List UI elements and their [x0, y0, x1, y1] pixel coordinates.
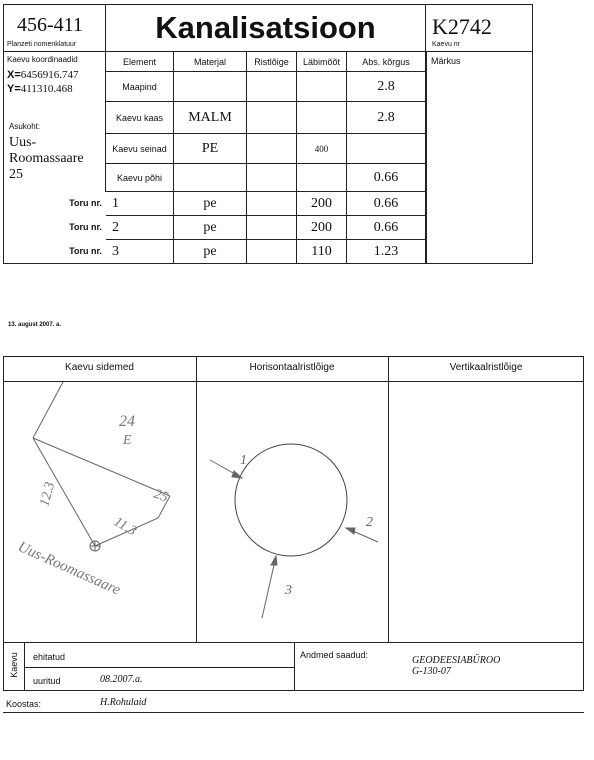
footer-side-label: Kaevu — [9, 652, 19, 678]
pipe-2-section — [247, 216, 297, 240]
pipe-1-section — [247, 192, 297, 216]
note-e: E — [123, 433, 132, 448]
well-number-value: K2742 — [432, 14, 492, 39]
measured-value: 08.2007.a. — [100, 674, 143, 685]
nomenclature-cell — [3, 4, 106, 52]
well-number-label: Kaevu nr — [432, 41, 461, 48]
pipe-3-section — [247, 240, 297, 264]
data-source-label: Andmed saadud: — [300, 650, 369, 660]
footer-row-divider — [24, 667, 294, 668]
row-2-element: Kaevu kaas — [106, 102, 174, 134]
col-header-material: Materjal — [174, 52, 247, 72]
well-circle — [235, 444, 347, 556]
pipe-1-number: 1 — [106, 192, 174, 216]
row-2-material: MALM — [174, 102, 247, 134]
pipe-3-number: 3 — [285, 583, 292, 598]
row-2-height: 2.8 — [347, 102, 426, 134]
pipe-1-label: Toru nr. — [69, 198, 102, 208]
date-note: 13. august 2007. a. — [8, 322, 62, 328]
remarks-column — [426, 52, 533, 264]
coordinates-block — [3, 52, 106, 192]
location-line-3: 25 — [9, 167, 23, 182]
row-1-element: Maapind — [106, 72, 174, 102]
pipe-3-material: pe — [174, 240, 247, 264]
row-1-section — [247, 72, 297, 102]
pipe-2-number: 2 — [366, 515, 373, 530]
measured-label: uuritud — [33, 676, 61, 686]
horizontal-section-sketch — [196, 382, 388, 642]
col-header-diameter: Läbimõõt — [297, 52, 347, 72]
note-24: 24 — [119, 413, 135, 430]
compiler-label: Koostas: — [6, 699, 42, 709]
pipe-2-height: 0.66 — [347, 216, 426, 240]
row-3-material: PE — [174, 134, 247, 164]
compiler-value: H.Rohulaid — [100, 697, 147, 708]
page-title: Kanalisatsioon — [106, 4, 426, 52]
pipe-2-number: 2 — [106, 216, 174, 240]
row-4-element: Kaevu põhi — [106, 164, 174, 192]
pipe-3-diameter: 110 — [297, 240, 347, 264]
col-header-remarks: Märkus — [431, 56, 461, 66]
footer-mid-divider — [294, 643, 295, 691]
note-25: 25 — [151, 486, 170, 506]
col-header-section: Ristlõige — [247, 52, 297, 72]
col-header-height: Abs. kõrgus — [347, 52, 426, 72]
pipe-3-label: Toru nr. — [69, 246, 102, 256]
x-label: X= — [7, 69, 21, 81]
x-coordinate — [7, 69, 79, 81]
row-4-section — [247, 164, 297, 192]
pipe-3-height: 1.23 — [347, 240, 426, 264]
location-handwritten: Uus-Roomassaare — [15, 539, 123, 599]
pipe-2-diameter: 200 — [297, 216, 347, 240]
compiler-row-line — [3, 712, 584, 713]
pipe-1-diameter: 200 — [297, 192, 347, 216]
location-line-1: Uus- — [9, 135, 37, 150]
col-header-element: Element — [106, 52, 174, 72]
sketch-line-top — [33, 382, 63, 438]
pipe-1-number: 1 — [240, 453, 247, 468]
pipe-1-material: pe — [174, 192, 247, 216]
pipe-2-label: Toru nr. — [69, 222, 102, 232]
row-3-section — [247, 134, 297, 164]
location-line-2: Roomassaare — [9, 151, 84, 166]
row-4-material — [174, 164, 247, 192]
row-4-diameter — [297, 164, 347, 192]
y-value: 411310.468 — [20, 83, 73, 95]
pipe-1-height: 0.66 — [347, 192, 426, 216]
well-number-cell — [426, 4, 533, 52]
row-1-diameter — [297, 72, 347, 102]
sketch-line-right — [95, 496, 170, 546]
row-2-section — [247, 102, 297, 134]
row-3-element: Kaevu seinad — [106, 134, 174, 164]
data-source-line-2: G-130-07 — [412, 666, 451, 677]
sketch-col1-title: Kaevu sidemed — [65, 362, 134, 373]
sketch-col-divider-2 — [388, 356, 389, 643]
row-3-diameter: 400 — [297, 134, 347, 164]
note-11-3: 11.3 — [111, 514, 139, 540]
row-1-height: 2.8 — [347, 72, 426, 102]
location-label: Asukoht: — [9, 122, 41, 131]
data-source-line-1: GEODEESIABÜROO — [412, 655, 501, 666]
nomenclature-label: Planzeti nomenklatuur — [7, 41, 77, 48]
row-2-diameter — [297, 102, 347, 134]
sketch-col3-title: Vertikaalristlõige — [449, 362, 523, 373]
pipe-2-material: pe — [174, 216, 247, 240]
sketch-col2-title: Horisontaalristlõige — [249, 362, 335, 373]
coordinates-label: Kaevu koordinaadid — [7, 55, 78, 64]
note-12-3: 12.3 — [37, 480, 59, 509]
x-value: 6456916.747 — [20, 69, 79, 81]
pipe-3-number: 3 — [106, 240, 174, 264]
built-label: ehitatud — [33, 652, 66, 662]
nomenclature-value: 456-411 — [17, 14, 83, 36]
row-3-height — [347, 134, 426, 164]
row-1-material — [174, 72, 247, 102]
y-label: Y= — [7, 83, 21, 95]
row-4-height: 0.66 — [347, 164, 426, 192]
y-coordinate — [7, 83, 73, 95]
ties-sketch — [3, 382, 196, 642]
